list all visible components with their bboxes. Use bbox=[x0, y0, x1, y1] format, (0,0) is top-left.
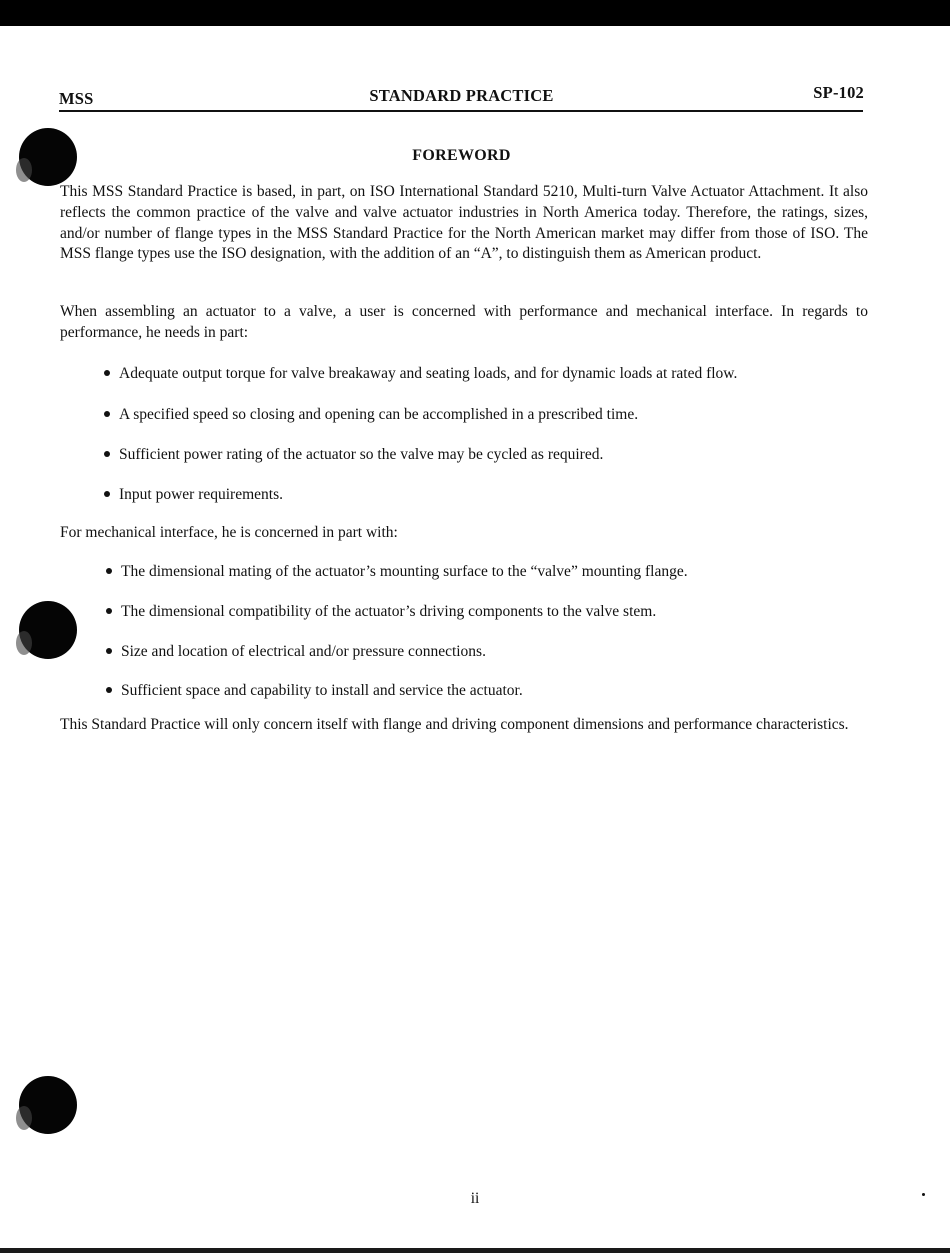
header-document-number: SP-102 bbox=[813, 83, 864, 102]
page-number: ii bbox=[470, 1190, 480, 1207]
bullet-item bbox=[106, 562, 866, 582]
bullet-text: Sufficient space and capability to install and service the actuator. bbox=[121, 682, 523, 699]
bullet-text: Sufficient power rating of the actuator so the valve may be cycled as required. bbox=[119, 446, 604, 463]
bullet-dot bbox=[104, 370, 110, 376]
section-title: FOREWORD bbox=[412, 147, 511, 164]
paragraph-performance: When assembling an actuator to a valve, a user is concerned with performance and mechanical interface. In regards to performance, he needs in part: bbox=[60, 303, 868, 341]
bullet-text: The dimensional mating of the actuator’s mounting surface to the “valve” mounting flange. bbox=[121, 563, 688, 580]
bullet-item bbox=[106, 602, 866, 622]
bullet-item bbox=[104, 445, 864, 465]
bullet-item bbox=[104, 364, 864, 384]
punch-hole-middle bbox=[19, 601, 77, 659]
bullet-dot bbox=[106, 568, 112, 574]
header-organization: MSS bbox=[59, 89, 94, 108]
bullet-item bbox=[104, 485, 864, 505]
bullet-dot bbox=[104, 451, 110, 457]
bullet-dot bbox=[106, 687, 112, 693]
punch-hole-bottom bbox=[19, 1076, 77, 1134]
bullet-text: Input power requirements. bbox=[119, 486, 283, 503]
bullet-item bbox=[104, 405, 864, 425]
header-document-type: STANDARD PRACTICE bbox=[369, 86, 554, 105]
bullet-dot bbox=[106, 608, 112, 614]
bullet-text: Adequate output torque for valve breakaway and seating loads, and for dynamic loads at rated flow. bbox=[119, 365, 738, 382]
bullet-dot bbox=[104, 491, 110, 497]
bullet-text: Size and location of electrical and/or pressure connections. bbox=[121, 643, 486, 660]
bullet-dot bbox=[106, 648, 112, 654]
bullet-text: The dimensional compatibility of the actuator’s driving components to the valve stem. bbox=[121, 603, 657, 620]
paragraph-scope: This Standard Practice will only concern itself with flange and driving component dimensions and performance characteristics. bbox=[60, 716, 849, 733]
bullet-text: A specified speed so closing and opening can be accomplished in a prescribed time. bbox=[119, 406, 639, 423]
paragraph-interface: For mechanical interface, he is concerned in part with: bbox=[60, 524, 398, 541]
page-header bbox=[59, 83, 864, 109]
bullet-item bbox=[106, 681, 866, 701]
header-rule bbox=[59, 110, 863, 112]
paragraph-intro: This MSS Standard Practice is based, in part, on ISO International Standard 5210, Multi-turn Valve Actuator Attachment. It also reflects the common practice of the valve and valve actuator industries in North America today. Therefore, the ratings, sizes, and/or number of flange types in the MSS Standard Practice for the North American market may differ from those of ISO. The MSS flange types use the ISO designation, with the addition of an “A”, to distinguish them as American product. bbox=[60, 183, 868, 263]
bullet-dot bbox=[104, 411, 110, 417]
scan-top-border bbox=[0, 0, 950, 26]
scan-bottom-border bbox=[0, 1248, 950, 1253]
bullet-item bbox=[106, 642, 866, 662]
